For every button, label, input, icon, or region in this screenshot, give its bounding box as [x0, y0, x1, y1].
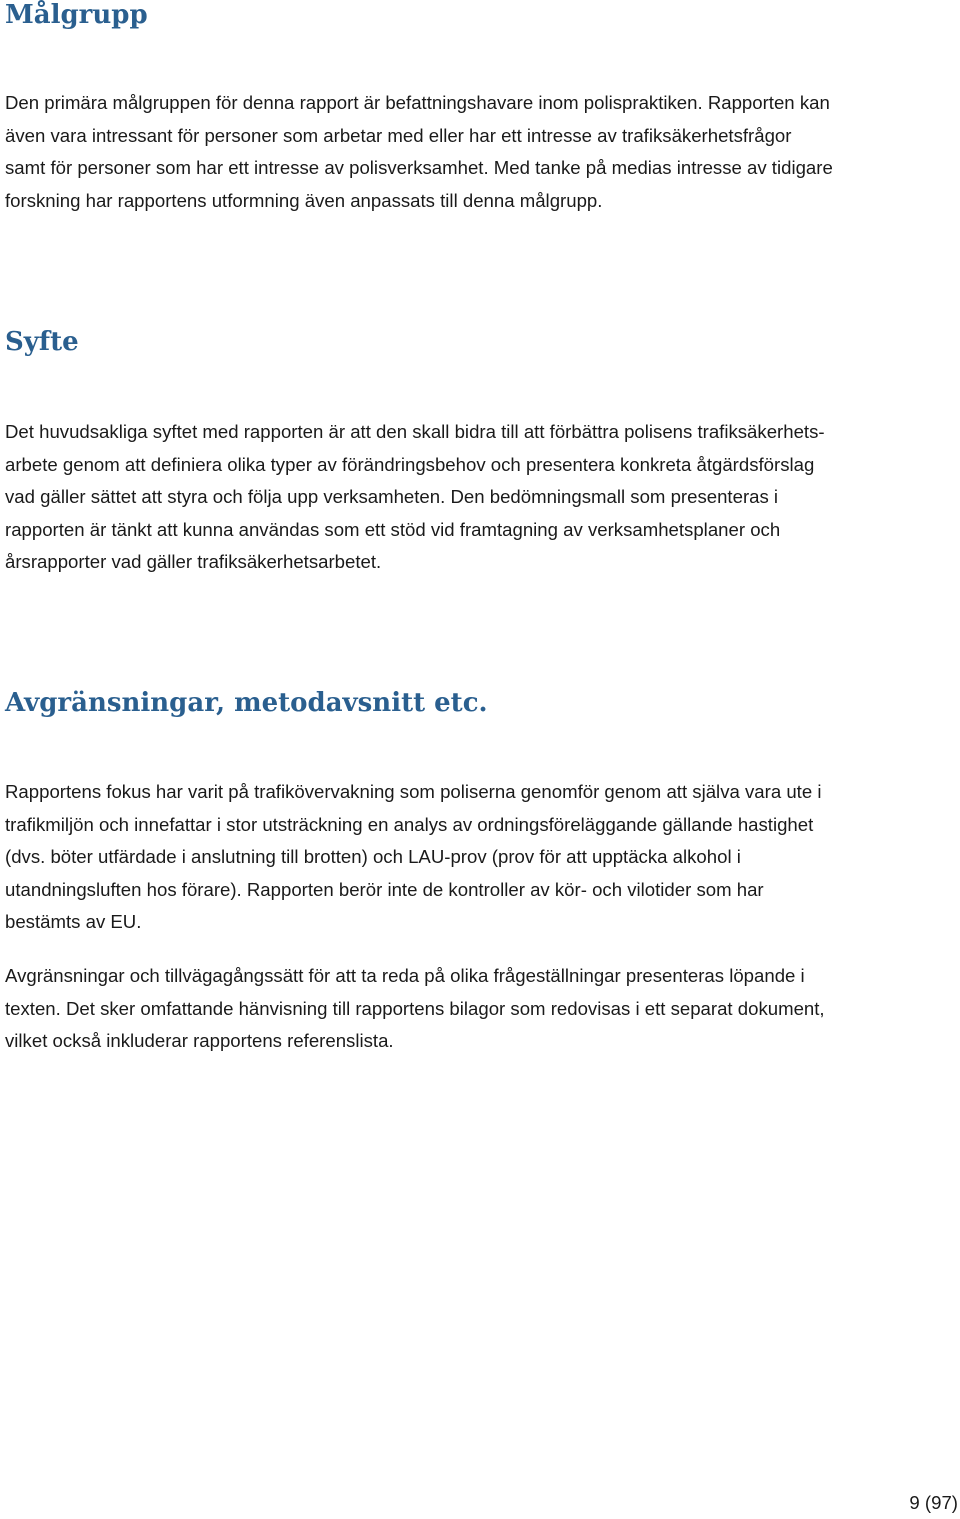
paragraph-syfte [5, 416, 957, 579]
section-heading-syfte: Syfte [5, 327, 79, 357]
text-line: även vara intressant för personer som arbetar med eller har ett intresse av trafiksäkerhetsfrågor [5, 124, 792, 146]
text-line: rapporten är tänkt att kunna användas som ett stöd vid framtagning av verksamhetsplaner och [5, 518, 781, 540]
paragraph-avgransningar-2 [5, 960, 957, 1058]
text-line: trafikmiljön och innefattar i stor utsträckning en analys av ordningsföreläggande gällande hastighet [5, 813, 814, 835]
text-line: Den primära målgruppen för denna rapport är befattningshavare inom polispraktiken. Rapporten kan [5, 92, 830, 113]
text-line: forskning har rapportens utformning även anpassats till denna målgrupp. [5, 189, 603, 211]
paragraph-avgransningar-1 [5, 776, 957, 939]
text-line: samt för personer som har ett intresse av polisverksamhet. Med tanke på medias intresse av tidigare [5, 157, 833, 178]
text-line: Det huvudsakliga syftet med rapporten är att den skall bidra till att förbättra polisens trafiksäkerhets- [5, 421, 825, 442]
text-line: vad gäller sättet att styra och följa upp verksamheten. Den bedömningsmall som presenteras i [5, 486, 779, 507]
text-line: Avgränsningar och tillvägagångssätt för att ta reda på olika frågeställningar presenteras löpande i [5, 965, 805, 986]
section-heading-avgransningar: Avgränsningar, metodavsnitt etc. [5, 688, 488, 718]
text-line: (dvs. böter utfärdade i anslutning till brotten) och LAU-prov (prov för att upptäcka alkohol i [5, 846, 741, 867]
page-number: 9 (97) [909, 1492, 958, 1513]
text-line: arbete genom att definiera olika typer av förändringsbehov och presentera konkreta åtgärdsförslag [5, 453, 815, 475]
text-line: årsrapporter vad gäller trafiksäkerhetsarbetet. [5, 551, 382, 572]
text-line: vilket också inkluderar rapportens referenslista. [5, 1030, 394, 1051]
section-heading-malgrupp: Målgrupp [5, 0, 148, 30]
text-line: texten. Det sker omfattande hänvisning till rapportens bilagor som redovisas i ett separat dokument, [5, 997, 825, 1019]
text-line: Rapportens fokus har varit på trafikövervakning som poliserna genomför genom att själva vara ute i [5, 781, 822, 802]
text-line: utandningsluften hos förare). Rapporten berör inte de kontroller av kör- och vilotider som har [5, 878, 764, 900]
text-line: bestämts av EU. [5, 911, 142, 932]
paragraph-malgrupp [5, 87, 957, 217]
